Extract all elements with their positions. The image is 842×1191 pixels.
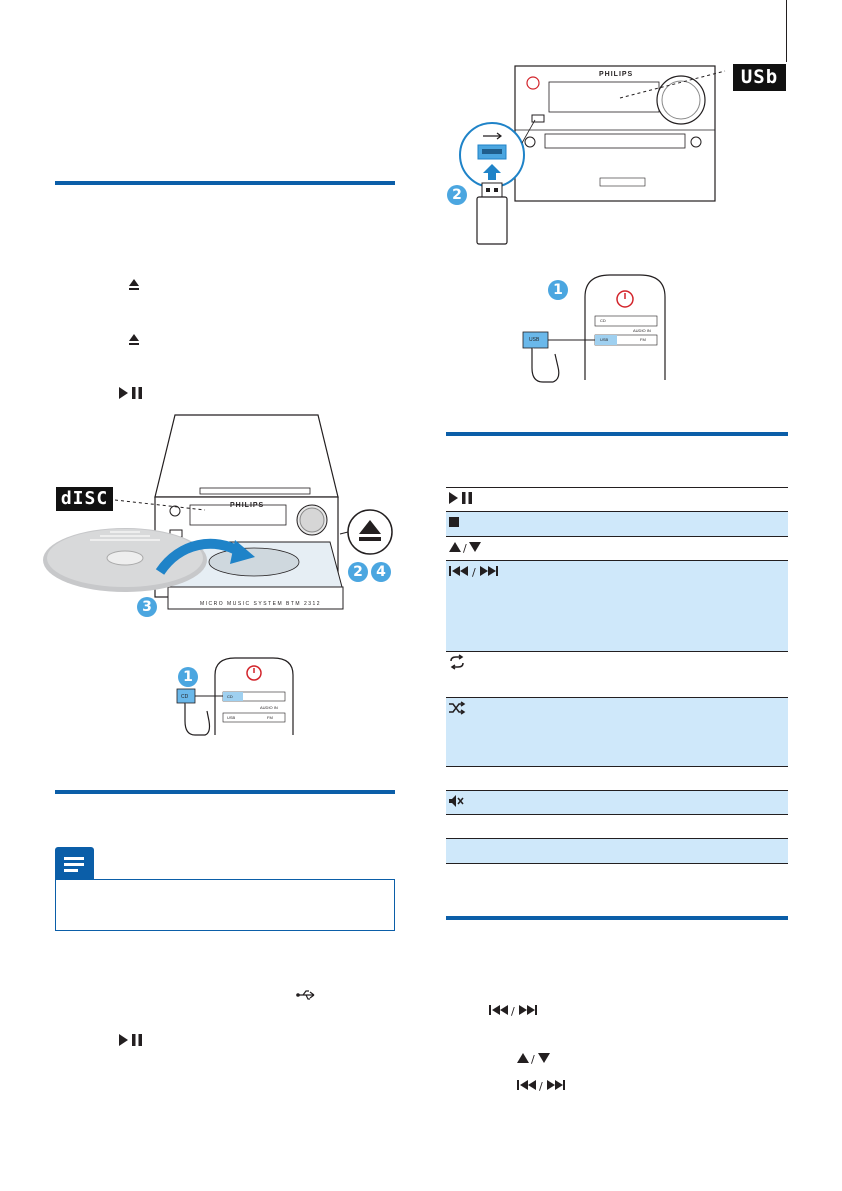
step-badge: 1 bbox=[178, 667, 198, 687]
table-row bbox=[446, 767, 788, 791]
disc-display-readout: dISC bbox=[56, 487, 113, 511]
remote-illustration bbox=[515, 272, 675, 387]
section-rule-cd bbox=[55, 181, 395, 185]
step-badge: 2 bbox=[348, 562, 368, 582]
shuffle-icon bbox=[448, 700, 466, 716]
svg-text:/: / bbox=[539, 1080, 543, 1093]
remote-cd-button-label: CD bbox=[181, 694, 189, 700]
usb-display-readout: USb bbox=[733, 64, 786, 91]
prev-next-icon bbox=[488, 1002, 550, 1018]
mute-icon bbox=[448, 793, 466, 809]
stop-icon bbox=[448, 514, 462, 530]
table-row bbox=[446, 815, 788, 839]
step-badge: 3 bbox=[137, 597, 157, 617]
up-down-icon bbox=[448, 539, 482, 555]
svg-text:/: / bbox=[463, 542, 467, 555]
page-margin-rule bbox=[786, 0, 787, 62]
model-label: MICRO MUSIC SYSTEM BTM 2312 bbox=[200, 601, 322, 607]
remote-label: FM bbox=[640, 337, 646, 342]
remote-label: USB bbox=[227, 715, 236, 720]
brand-label: PHILIPS bbox=[599, 71, 634, 78]
remote-label: USB bbox=[600, 337, 609, 342]
table-row bbox=[446, 537, 788, 561]
cd-player-illustration bbox=[30, 412, 410, 622]
table-row bbox=[446, 698, 788, 767]
remote-label: FM bbox=[267, 715, 273, 720]
note-tab bbox=[55, 847, 94, 879]
remote-label: CD bbox=[600, 318, 606, 323]
eject-icon bbox=[128, 333, 140, 347]
note-icon bbox=[55, 847, 94, 879]
table-row bbox=[446, 512, 788, 537]
table-row bbox=[446, 791, 788, 815]
remote-label: AUDIO IN bbox=[633, 328, 651, 333]
play-pause-icon bbox=[118, 386, 144, 400]
usb-icon bbox=[296, 989, 318, 1001]
remote-usb-button-label: USB bbox=[529, 337, 540, 343]
repeat-icon bbox=[448, 654, 466, 670]
section-rule-controls bbox=[446, 432, 788, 436]
step-badge: 2 bbox=[447, 185, 467, 205]
section-rule-program bbox=[446, 916, 788, 920]
step-badge: 4 bbox=[371, 562, 391, 582]
note-box bbox=[55, 879, 395, 931]
brand-label: PHILIPS bbox=[230, 502, 265, 509]
remote-label: CD bbox=[227, 694, 233, 699]
table-row bbox=[446, 488, 788, 512]
up-down-icon bbox=[516, 1050, 552, 1066]
remote-label: AUDIO IN bbox=[260, 705, 278, 710]
svg-text:/: / bbox=[531, 1053, 535, 1066]
svg-text:/: / bbox=[511, 1005, 515, 1018]
play-pause-icon bbox=[448, 490, 474, 506]
prev-next-icon bbox=[448, 563, 518, 579]
play-pause-icon bbox=[118, 1033, 144, 1047]
table-row bbox=[446, 652, 788, 698]
section-rule-usb bbox=[55, 790, 395, 794]
table-row bbox=[446, 561, 788, 652]
table-row bbox=[446, 839, 788, 864]
svg-text:/: / bbox=[472, 566, 476, 579]
step-badge: 1 bbox=[548, 280, 568, 300]
eject-icon bbox=[128, 278, 140, 292]
prev-next-icon bbox=[516, 1077, 578, 1093]
